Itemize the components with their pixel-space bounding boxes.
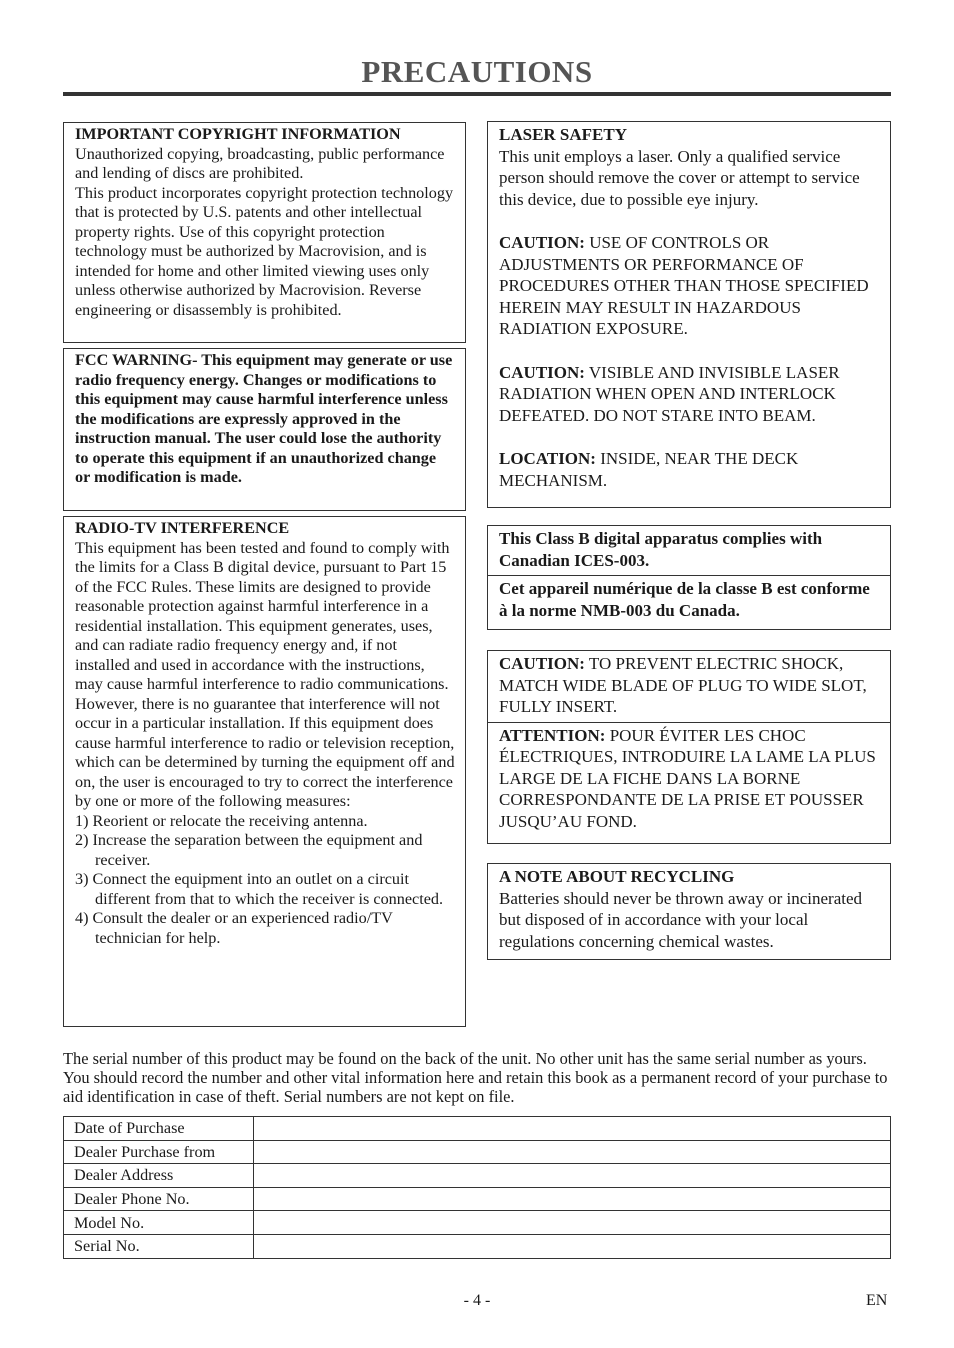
laser-safety-section bbox=[488, 122, 890, 495]
record-value-field[interactable] bbox=[254, 1234, 891, 1258]
copyright-heading: IMPORTANT COPYRIGHT INFORMATION bbox=[75, 125, 401, 143]
caution-text: VISIBLE AND INVISIBLE LASER RADIATION WHEN OPEN AND INTERLOCK DEFEATED. DO NOT STARE INTO BEAM. bbox=[499, 362, 840, 425]
copyright-text-1: Unauthorized copying, broadcasting, public performance and lending of discs are prohibited. bbox=[75, 144, 445, 182]
laser-caution-2 bbox=[499, 362, 880, 427]
record-value-field[interactable] bbox=[254, 1140, 891, 1164]
canada-compliance-fr bbox=[488, 575, 890, 625]
caution-label: CAUTION: bbox=[499, 654, 585, 673]
table-row bbox=[64, 1140, 891, 1164]
measure-item: 1) Reorient or relocate the receiving antenna. bbox=[75, 811, 368, 830]
record-label: Serial No. bbox=[64, 1234, 254, 1258]
attention-label: ATTENTION: bbox=[499, 725, 606, 745]
electric-shock-box bbox=[487, 650, 891, 844]
measures-list bbox=[75, 812, 455, 949]
radio-tv-text-1: This equipment has been tested and found to comply with the limits for a Class B digital device, pursuant to Part 15 of the FCC Rules. These limits are designed to provide reasonable protection against harmful interference in a residential installation. This equipment generates, uses, and can radiate radio frequency energy and, if not installed and used in accordance with the instructions, may cause harmful interference to radio communications. bbox=[75, 538, 450, 693]
canada-compliance-en bbox=[488, 526, 890, 575]
canada-compliance-fr-text: Cet appareil numérique de la classe B est conforme à la norme NMB-003 du Canada. bbox=[499, 579, 870, 620]
fcc-warning-text: FCC WARNING- This equipment may generate or use radio frequency energy. Changes or modifications to this equipment may cause harmful interference unless the modifications are expressly approved in the instruction manual. The user could lose the authority to operate this equipment if an unauthorized change or modification is made. bbox=[75, 351, 453, 486]
caution-text: TO PREVENT ELECTRIC SHOCK, MATCH WIDE BLADE OF PLUG TO WIDE SLOT, FULLY INSERT. bbox=[499, 654, 867, 716]
electric-shock-fr-text bbox=[499, 725, 880, 833]
fcc-warning-section bbox=[64, 349, 465, 492]
record-label: Model No. bbox=[64, 1211, 254, 1235]
record-label: Dealer Purchase from bbox=[64, 1140, 254, 1164]
record-label: Dealer Phone No. bbox=[64, 1187, 254, 1211]
electric-shock-fr bbox=[488, 722, 890, 837]
radio-tv-section bbox=[64, 517, 465, 952]
laser-caution-1 bbox=[499, 232, 880, 340]
serial-number-note: The serial number of this product may be found on the back of the unit. No other unit has the same serial number as yours. You should record the number and other vital information here and retain this book as a permanent record of your purchase to aid identification in case of theft. Serial numbers are not kept on file. bbox=[63, 1049, 888, 1107]
page-title: PRECAUTIONS bbox=[361, 54, 593, 89]
caution-text: USE OF CONTROLS OR ADJUSTMENTS OR PERFORMANCE OF PROCEDURES OTHER THAN THOSE SPECIFIED HEREIN MAY RESULT IN HAZARDOUS RADIATION EXPOSURE. bbox=[499, 233, 869, 338]
copyright-text-2: This product incorporates copyright protection technology that is protected by U.S. patents and other intellectual property rights. Use of this copyright protection technology must be authorized by Macrovision, and is intended for home and other limited viewing uses only unless otherwise authorized by Macrovision. Reverse engineering or disassembly is prohibited. bbox=[75, 183, 454, 319]
fcc-warning-box bbox=[63, 348, 466, 511]
table-row bbox=[64, 1187, 891, 1211]
record-value-field[interactable] bbox=[254, 1117, 891, 1141]
table-row bbox=[64, 1164, 891, 1188]
measure-item: 3) Connect the equipment into an outlet on a circuit different from that to which the receiver is connected. bbox=[75, 870, 444, 908]
location-text: INSIDE, NEAR THE DECK MECHANISM. bbox=[499, 449, 799, 490]
location-label: LOCATION: bbox=[499, 449, 596, 468]
canada-compliance-box bbox=[487, 525, 891, 630]
attention-text: POUR ÉVITER LES CHOC ÉLECTRIQUES, INTRODUIRE LA LAME LA PLUS LARGE DE LA FICHE DANS LA BORNE CORRESPONDANTE DE LA PRISE ET POUSSER JUSQU’AU FOND. bbox=[499, 725, 876, 831]
table-row bbox=[64, 1234, 891, 1258]
recycling-section bbox=[488, 864, 890, 956]
table-row bbox=[64, 1117, 891, 1141]
record-value-field[interactable] bbox=[254, 1187, 891, 1211]
purchase-record-table bbox=[63, 1116, 891, 1259]
canada-compliance-en-text: This Class B digital apparatus complies with Canadian ICES-003. bbox=[499, 529, 823, 570]
record-label: Date of Purchase bbox=[64, 1117, 254, 1141]
radio-tv-text-2: However, there is no guarantee that interference will not occur in a particular installation. If this equipment does cause harmful interference to radio or television reception, which can be determined by turning the equipment off and on, the user is encouraged to try to correct the interference by one or more of the following measures: bbox=[75, 694, 455, 810]
laser-safety-heading: LASER SAFETY bbox=[499, 125, 628, 144]
record-value-field[interactable] bbox=[254, 1164, 891, 1188]
page-number: - 4 - bbox=[463, 1292, 491, 1309]
recycling-text: Batteries should never be thrown away or incinerated but disposed of in accordance with your local regulations concerning chemical wastes. bbox=[499, 888, 863, 951]
radio-tv-box bbox=[63, 516, 466, 1027]
title-rule bbox=[63, 92, 891, 96]
copyright-box bbox=[63, 122, 466, 343]
electric-shock-en bbox=[488, 651, 890, 722]
recycling-box bbox=[487, 863, 891, 960]
recycling-heading: A NOTE ABOUT RECYCLING bbox=[499, 867, 735, 886]
laser-location bbox=[499, 448, 880, 491]
caution-label: CAUTION: bbox=[499, 233, 585, 252]
copyright-section bbox=[64, 123, 465, 324]
laser-safety-text: This unit employs a laser. Only a qualified service person should remove the cover or attempt to service this device, due to possible eye injury. bbox=[499, 146, 860, 209]
record-value-field[interactable] bbox=[254, 1211, 891, 1235]
record-label: Dealer Address bbox=[64, 1164, 254, 1188]
laser-safety-box bbox=[487, 121, 891, 508]
radio-tv-heading: RADIO-TV INTERFERENCE bbox=[75, 519, 290, 537]
language-code: EN bbox=[866, 1292, 888, 1309]
table-row bbox=[64, 1211, 891, 1235]
electric-shock-en-text bbox=[499, 653, 880, 718]
measure-item: 4) Consult the dealer or an experienced radio/TV technician for help. bbox=[75, 909, 393, 947]
caution-label: CAUTION: bbox=[499, 362, 585, 382]
measure-item: 2) Increase the separation between the equipment and receiver. bbox=[75, 831, 423, 869]
